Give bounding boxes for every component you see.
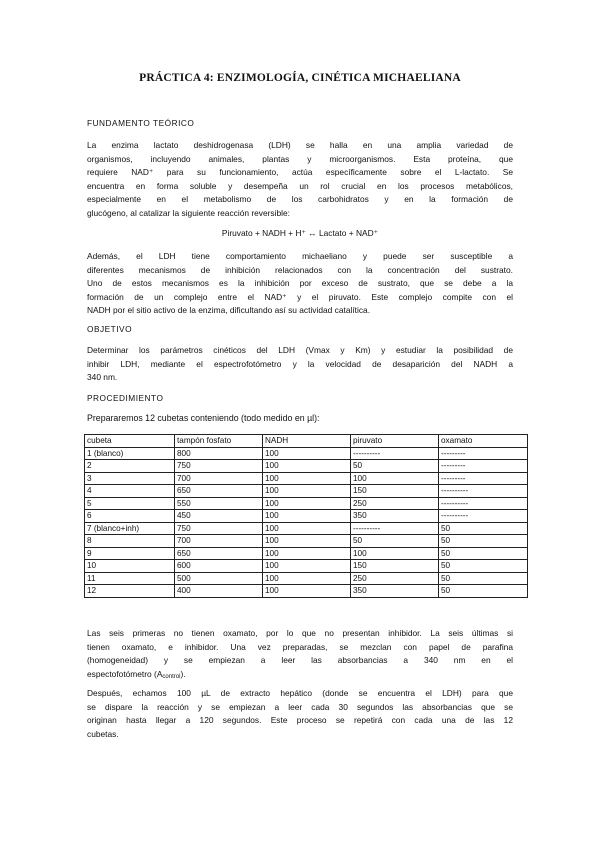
text-line [87, 668, 513, 685]
table-cell: 7 (blanco+inh) [85, 522, 175, 535]
paragraph-procedimiento-1 [87, 627, 513, 684]
table-cell: 50 [439, 522, 528, 535]
table-cell: 50 [439, 560, 528, 573]
table-cell: 100 [263, 535, 351, 548]
section-heading-fundamento: FUNDAMENTO TEÓRICO [87, 118, 195, 128]
table-row [85, 535, 528, 548]
table-cell: 3 [85, 472, 175, 485]
table-cell: 800 [175, 447, 263, 460]
table-cell: 11 [85, 572, 175, 585]
table-row [85, 522, 528, 535]
table-cell: 8 [85, 535, 175, 548]
text-line: 340 nm. [87, 372, 118, 383]
column-header: cubeta [85, 435, 175, 448]
table-row [85, 510, 528, 523]
table-row [85, 485, 528, 498]
text-line: diferentes mecanismos de inhibición relacionados con la concentración del sustrato. [87, 264, 513, 275]
table-row [85, 572, 528, 585]
table-cell: 2 [85, 460, 175, 473]
table-cell: 150 [351, 560, 439, 573]
table-cell: 50 [439, 585, 528, 598]
table-header-row [85, 435, 528, 448]
text-line: Uno de estos mecanismos es la inhibición por exceso de sustrato, que se debe a la [87, 278, 513, 289]
table-row [85, 447, 528, 460]
text-line: La enzima lactato deshidrogenasa (LDH) se halla en una amplia variedad de [87, 140, 513, 150]
column-header: piruvato [351, 435, 439, 448]
text-line: glucógeno, al catalizar la siguiente reacción reversible: [87, 207, 290, 218]
cuvette-table [84, 434, 528, 598]
table-cell: 750 [175, 460, 263, 473]
table-cell: 650 [175, 485, 263, 498]
table-cell: ---------- [351, 447, 439, 460]
procedure-intro [87, 412, 513, 426]
table-cell: 4 [85, 485, 175, 498]
text-line: Prepararemos 12 cubetas conteniendo (todo medido en µl): [87, 413, 320, 423]
table-cell: --------- [439, 447, 528, 460]
text-line: Además, el LDH tiene comportamiento michaeliano y puede ser susceptible a [87, 251, 513, 261]
table-row [85, 585, 528, 598]
table-cell: 1 (blanco) [85, 447, 175, 460]
text-line: inhibir LDH, mediante el espectrofotómetro y la velocidad de desaparición del NADH a [87, 358, 513, 369]
text-line: cubetas. [87, 728, 119, 739]
table-cell: 150 [351, 485, 439, 498]
text-line: originan hasta llegar a 120 segundos. Este proceso se repetirá con cada una de las 12 [87, 715, 513, 726]
table-cell: 50 [439, 535, 528, 548]
text-line: Después, echamos 100 µL de extracto hepático (donde se encuentra el LDH) para que [87, 688, 513, 698]
subscript-control: control [162, 673, 181, 680]
column-header: tampón fosfato [175, 435, 263, 448]
paragraph-fundamento-1 [87, 139, 513, 221]
table-cell: 100 [263, 472, 351, 485]
table-cell: 600 [175, 560, 263, 573]
text-line: organismos, incluyendo animales, plantas y microorganismos. Esta proteína, que [87, 153, 513, 164]
table-cell: ---------- [439, 497, 528, 510]
table-cell: 100 [263, 497, 351, 510]
table-row [85, 497, 528, 510]
table-cell: 750 [175, 522, 263, 535]
table-row [85, 547, 528, 560]
text-line: requiere NAD⁺ para su funcionamiento, actúa específicamente sobre el L-lactato. Se [87, 167, 513, 178]
table-cell: --------- [439, 472, 528, 485]
table-cell: 9 [85, 547, 175, 560]
table-cell: 100 [263, 585, 351, 598]
text-line: Determinar los parámetros cinéticos del LDH (Vmax y Km) y estudiar la posibilidad de [87, 345, 513, 355]
table-body [85, 447, 528, 597]
table-cell: 250 [351, 497, 439, 510]
table-cell: ---------- [439, 485, 528, 498]
table-cell: 6 [85, 510, 175, 523]
column-header: NADH [263, 435, 351, 448]
table-cell: 100 [263, 460, 351, 473]
table-cell: ---------- [351, 522, 439, 535]
paragraph-fundamento-2 [87, 250, 513, 318]
section-heading-objetivo: OBJETIVO [87, 324, 133, 334]
table-cell: 700 [175, 472, 263, 485]
table-cell: 550 [175, 497, 263, 510]
text-line: (homogeneidad) y se empiezan a leer las absorbancias a 340 nm en el [87, 655, 513, 666]
table-cell: 100 [263, 560, 351, 573]
text-line: Las seis primeras no tienen oxamato, por lo que no presentan inhibidor. La seis últimas si [87, 628, 513, 638]
table-cell: 350 [351, 510, 439, 523]
table-cell: 100 [263, 485, 351, 498]
text-line: formación de un complejo entre el NAD⁺ y el piruvato. Este complejo compite con el [87, 291, 513, 302]
table-cell: 100 [263, 572, 351, 585]
table-cell: ---------- [439, 510, 528, 523]
table-cell: 5 [85, 497, 175, 510]
paragraph-procedimiento-2 [87, 687, 513, 741]
table-cell: 10 [85, 560, 175, 573]
table-cell: 350 [351, 585, 439, 598]
text-line: tienen oxamato, e inhibidor. Una vez preparadas, se mezclan con papel de parafina [87, 641, 513, 652]
table-cell: 50 [439, 547, 528, 560]
paragraph-objetivo [87, 344, 513, 385]
table-row [85, 460, 528, 473]
text-line: especialmente en el metabolismo de los carbohidratos y en la formación de [87, 194, 513, 205]
table-row [85, 560, 528, 573]
table-row [85, 472, 528, 485]
column-header: oxamato [439, 435, 528, 448]
table-cell: 700 [175, 535, 263, 548]
table-cell: 50 [351, 535, 439, 548]
text-fragment: espectofotómetro (A [87, 668, 163, 679]
text-line: NADH por el sitio activo de la enzima, dificultando así su actividad catalítica. [87, 305, 371, 316]
table-cell: 100 [263, 547, 351, 560]
table-cell: 100 [263, 510, 351, 523]
table-cell: 100 [351, 472, 439, 485]
table-cell: 100 [263, 447, 351, 460]
section-heading-procedimiento: PROCEDIMIENTO [87, 393, 164, 403]
text-line: encuentra en forma soluble y desempeña un rol crucial en los procesos metabólicos, [87, 180, 513, 191]
table-cell: 50 [351, 460, 439, 473]
table-cell: 12 [85, 585, 175, 598]
table-cell: 400 [175, 585, 263, 598]
table-cell: 650 [175, 547, 263, 560]
table-cell: 250 [351, 572, 439, 585]
table-cell: 450 [175, 510, 263, 523]
table-cell: 500 [175, 572, 263, 585]
reaction-equation: Piruvato + NADH + H⁺ ↔ Lactato + NAD⁺ [221, 228, 379, 238]
table-cell: 100 [351, 547, 439, 560]
text-fragment: ). [180, 668, 186, 679]
table-cell: 100 [263, 522, 351, 535]
text-line: se dispare la reacción y se empiezan a leer cada 30 segundos las absorbancias que se [87, 701, 513, 712]
table-cell: 50 [439, 572, 528, 585]
page-title: PRÁCTICA 4: ENZIMOLOGÍA, CINÉTICA MICHAELIANA [139, 72, 461, 84]
table-cell: --------- [439, 460, 528, 473]
